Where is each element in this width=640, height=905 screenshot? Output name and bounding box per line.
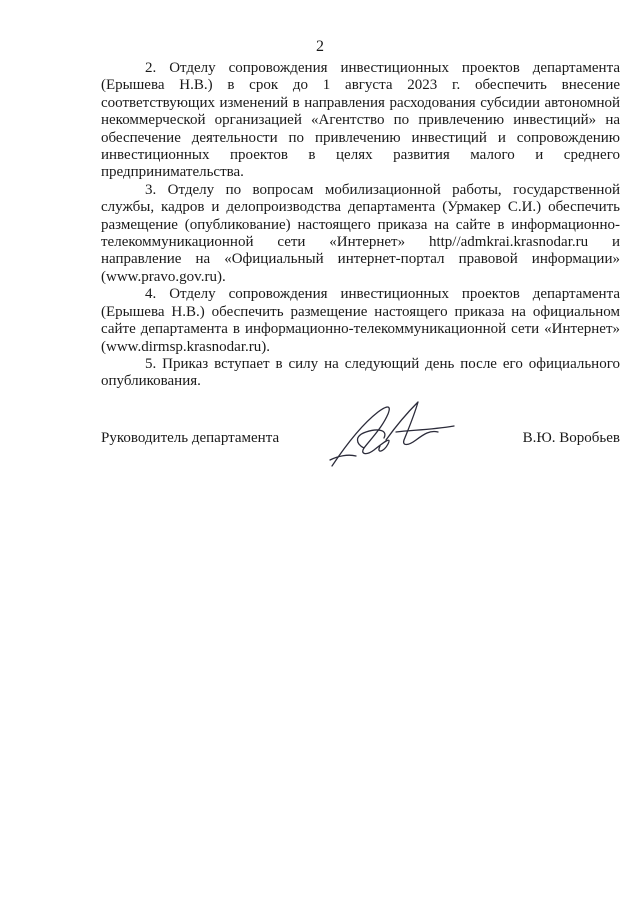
handwritten-signature bbox=[326, 396, 466, 474]
document-body bbox=[101, 60, 620, 391]
paragraph-4: 4. Отделу сопровождения инвестиционных проектов департамента (Ерышева Н.В.) обеспечить размещение настоящего приказа на официальном сайте департамента в информационно-телекоммуникационной сети «Интернет» (www.dirmsp.krasnodar.ru). bbox=[101, 286, 620, 355]
page-number: 2 bbox=[316, 38, 324, 55]
paragraph-2: 2. Отделу сопровождения инвестиционных проектов департамента (Ерышева Н.В.) в срок до 1 августа 2023 г. обеспечить внесение соответствующих изменений в направления расходования субсидии автономной некоммерческой организацией «Агентство по привлечению инвестиций» на обеспечение деятельности по привлечению инвестиций и сопровождению инвестиционных проектов в целях развития малого и среднего предпринимательства. bbox=[101, 60, 620, 181]
signer-title: Руководитель департамента bbox=[101, 430, 280, 446]
signer-name: В.Ю. Воробьев bbox=[522, 430, 620, 446]
paragraph-3: 3. Отделу по вопросам мобилизационной работы, государственной службы, кадров и делопроизводства департамента (Урмакер С.И.) обеспечить размещение (опубликование) настоящего приказа на сайте в информационно-телекоммуникационной сети «Интернет» http//admkrai.krasnodar.ru и направление на «Официальный интернет-портал правовой информации» (www.pravo.gov.ru). bbox=[101, 181, 620, 285]
paragraph-5: 5. Приказ вступает в силу на следующий день после его официального опубликования. bbox=[101, 355, 620, 390]
